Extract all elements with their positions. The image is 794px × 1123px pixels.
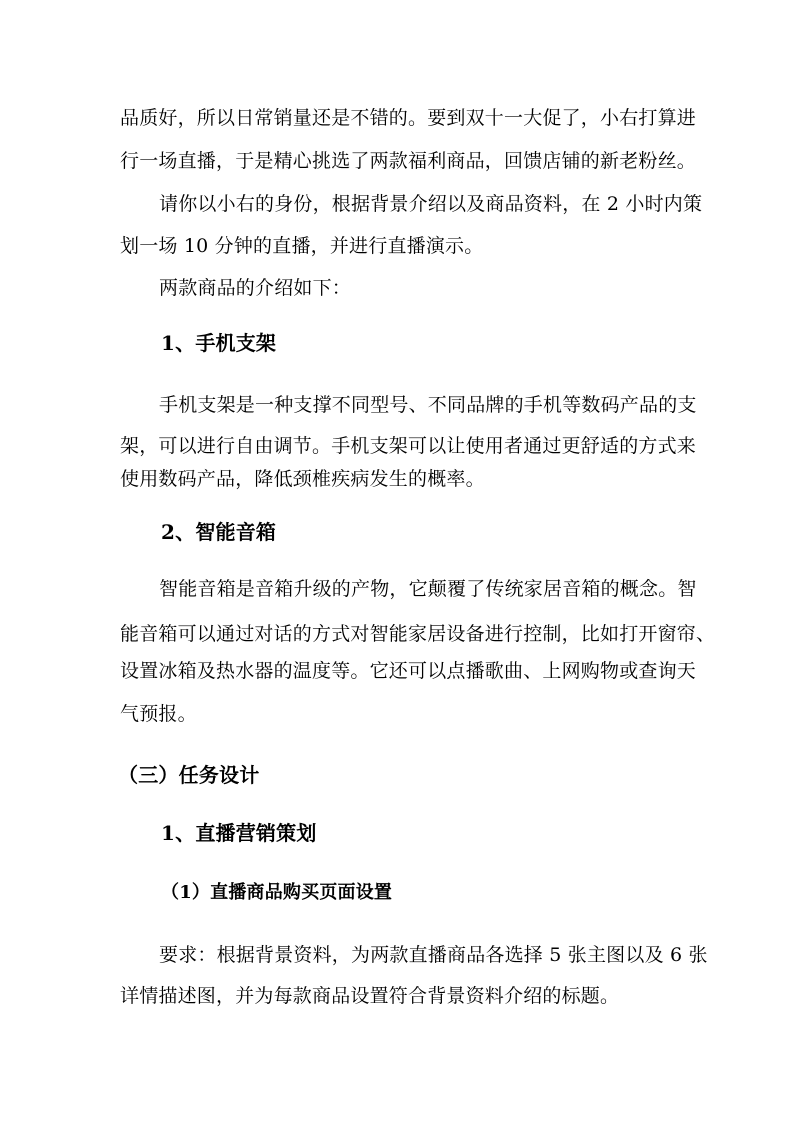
- intro-line-1: 品质好，所以日常销量还是不错的。要到双十一大促了，小右打算进: [120, 107, 697, 129]
- product1-heading: 1、手机支架: [161, 331, 277, 355]
- task-request-line-1: 请你以小右的身份，根据背景介绍以及商品资料，在 2 小时内策: [159, 193, 703, 215]
- product2-line-3: 设置冰箱及热水器的温度等。它还可以点播歌曲、上网购物或查询天: [120, 660, 697, 682]
- product1-line-3: 使用数码产品，降低颈椎疾病发生的概率。: [120, 468, 485, 490]
- products-intro: 两款商品的介绍如下：: [159, 277, 352, 299]
- section3-sub1-1-heading: （1）直播商品购买页面设置: [161, 882, 393, 903]
- requirement-line-2: 详情描述图，并为每款商品设置符合背景资料介绍的标题。: [120, 985, 620, 1007]
- section3-heading: （三）任务设计: [118, 763, 260, 787]
- task-request-line-2: 划一场 10 分钟的直播，并进行直播演示。: [120, 235, 484, 257]
- requirement-line-1: 要求：根据背景资料，为两款直播商品各选择 5 张主图以及 6 张: [159, 944, 708, 966]
- intro-line-2: 行一场直播，于是精心挑选了两款福利商品，回馈店铺的新老粉丝。: [120, 150, 697, 172]
- product1-line-2: 架，可以进行自由调节。手机支架可以让使用者通过更舒适的方式来: [120, 435, 697, 457]
- section3-sub1-heading: 1、直播营销策划: [161, 821, 317, 845]
- product2-line-1: 智能音箱是音箱升级的产物，它颠覆了传统家居音箱的概念。智: [159, 578, 697, 600]
- product2-heading: 2、智能音箱: [161, 520, 277, 544]
- product1-line-1: 手机支架是一种支撑不同型号、不同品牌的手机等数码产品的支: [159, 394, 697, 416]
- product2-line-2: 能音箱可以通过对话的方式对智能家居设备进行控制，比如打开窗帘、: [120, 623, 716, 645]
- product2-line-4: 气预报。: [120, 703, 197, 725]
